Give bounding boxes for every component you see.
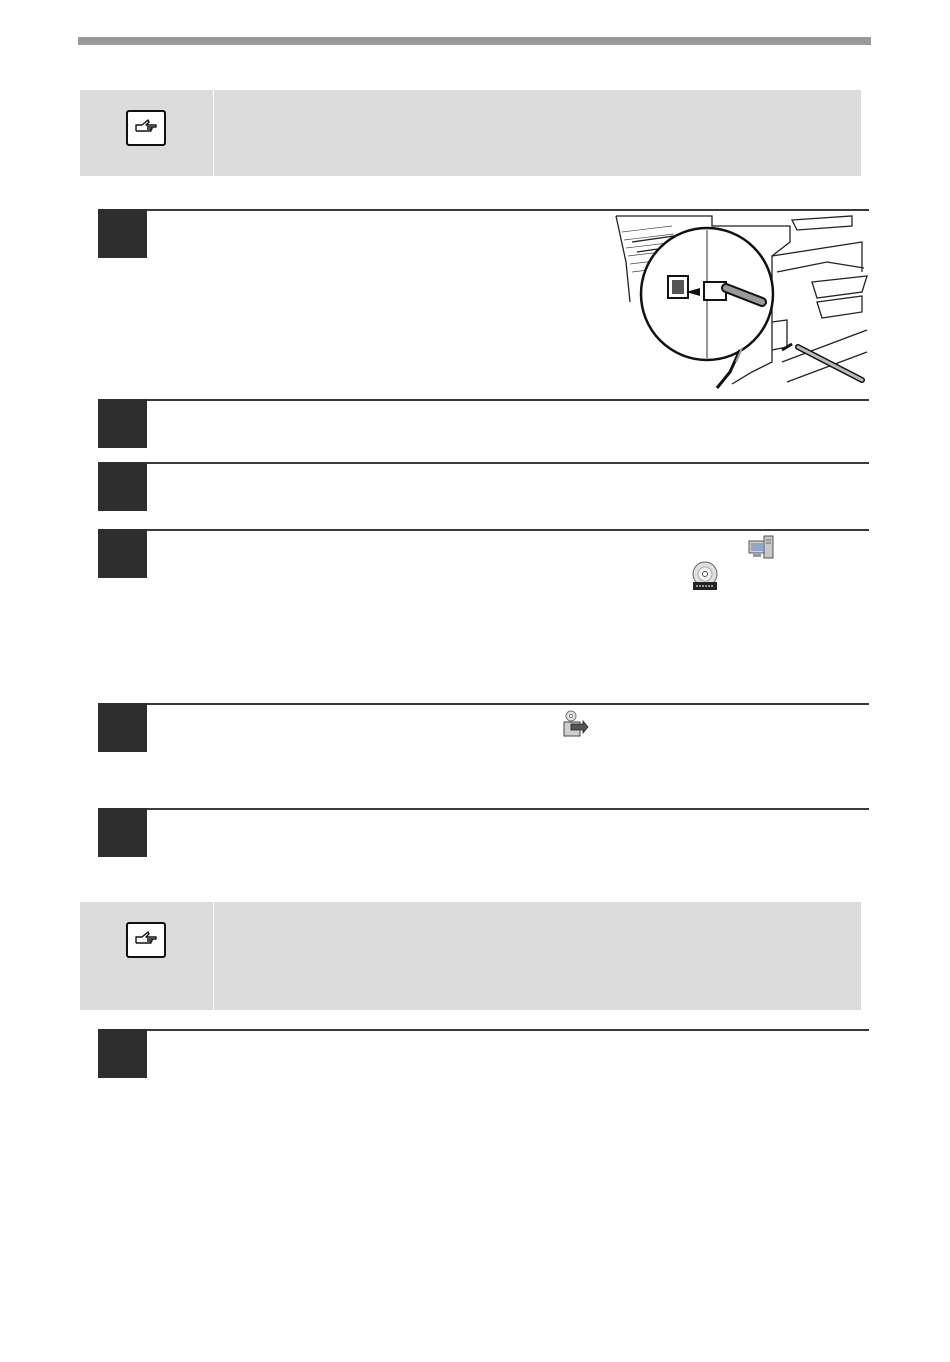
- pointing-hand-icon: [126, 110, 166, 146]
- step-rule: [98, 808, 869, 810]
- step-3: [98, 462, 869, 528]
- step-7: [98, 1029, 869, 1089]
- step-number-block: [98, 529, 147, 578]
- note-divider: [213, 90, 214, 176]
- step-number-block: [98, 209, 147, 258]
- step-2: [98, 399, 869, 461]
- step-rule: [98, 529, 869, 531]
- step-5: [98, 703, 869, 807]
- step-6: [98, 808, 869, 878]
- setup-icon: [561, 710, 589, 740]
- step-number-block: [98, 808, 147, 857]
- computer-icon: [746, 533, 776, 563]
- step-rule: [98, 703, 869, 705]
- step-number-block: [98, 1029, 147, 1078]
- header-rule: [78, 37, 871, 45]
- note-box: [80, 90, 861, 176]
- step-rule: [98, 399, 869, 401]
- cd-rom-icon: [690, 560, 720, 592]
- step-rule: [98, 1029, 869, 1031]
- step-rule: [98, 209, 869, 211]
- step-number-block: [98, 703, 147, 752]
- step-number-block: [98, 462, 147, 511]
- step-rule: [98, 462, 869, 464]
- note-divider: [213, 902, 214, 1010]
- note-box: [80, 902, 861, 1010]
- pointing-hand-icon: [126, 922, 166, 958]
- network-cable-connection-illustration: [612, 212, 869, 390]
- step-number-block: [98, 399, 147, 448]
